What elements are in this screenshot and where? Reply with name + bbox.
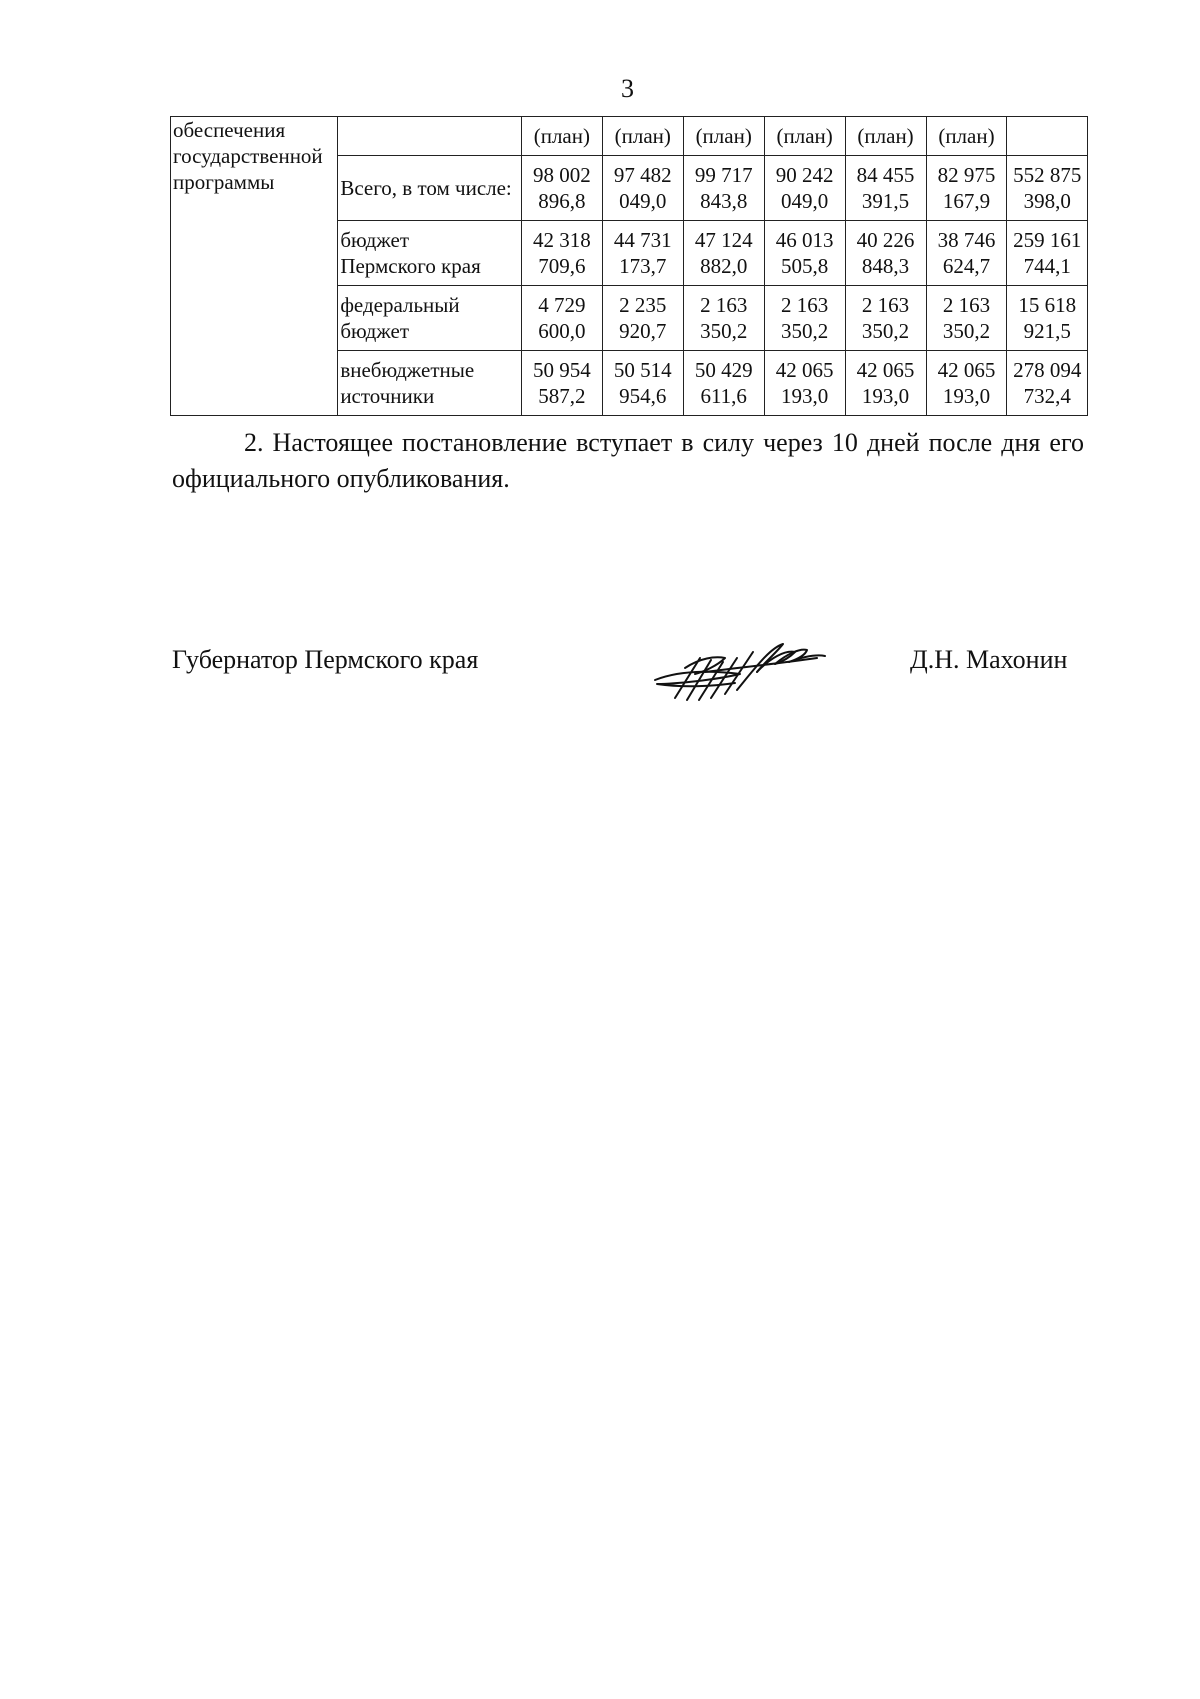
value-cell (764, 286, 845, 351)
signatory-name: Д.Н. Махонин (910, 645, 1068, 674)
value-line: 50 429 (694, 358, 753, 382)
value-line: 732,4 (1023, 384, 1071, 408)
value-line: 709,6 (538, 254, 586, 278)
value-line: 90 242 (775, 163, 834, 187)
row-label-line: Пермского края (340, 254, 481, 278)
value-line: 843,8 (700, 189, 748, 213)
program-label-line: обеспечения (173, 118, 286, 142)
value-line: 600,0 (538, 319, 586, 343)
value-line: 350,2 (700, 319, 748, 343)
value-line: 587,2 (538, 384, 586, 408)
value-line: 350,2 (861, 319, 910, 343)
value-line: 398,0 (1023, 189, 1071, 213)
value-line: 50 954 (532, 358, 591, 382)
value-cell (926, 286, 1007, 351)
row-label-line: источники (340, 384, 435, 408)
value-cell (521, 156, 602, 221)
row-label-cell (338, 221, 522, 286)
value-cell (602, 286, 683, 351)
value-line: 350,2 (780, 319, 829, 343)
value-line: 744,1 (1023, 254, 1071, 278)
value-cell (683, 221, 764, 286)
value-line: 848,3 (861, 254, 910, 278)
value-line: 42 065 (937, 358, 996, 382)
row-label-cell (338, 286, 522, 351)
program-label-line: программы (173, 170, 275, 194)
value-line: 2 163 (861, 293, 910, 317)
value-line: 896,8 (538, 189, 586, 213)
value-cell (521, 286, 602, 351)
value-line: 173,7 (619, 254, 667, 278)
total-value-cell (1007, 221, 1088, 286)
row-label-cell (338, 351, 522, 416)
empty-header-cell (338, 117, 522, 156)
table-header-row (171, 117, 1088, 156)
value-cell (602, 221, 683, 286)
value-cell (926, 221, 1007, 286)
value-line: 99 717 (694, 163, 753, 187)
value-line: 42 065 (856, 358, 915, 382)
value-line: 350,2 (942, 319, 991, 343)
plan-header-cell: (план) (764, 117, 845, 156)
total-value-cell (1007, 351, 1088, 416)
row-label-line: бюджет (340, 228, 410, 252)
plan-header-cell: (план) (683, 117, 764, 156)
value-cell (683, 156, 764, 221)
total-value-cell (1007, 286, 1088, 351)
value-line: 278 094 (1013, 358, 1082, 382)
value-line: 954,6 (619, 384, 667, 408)
page-number: 3 (621, 74, 634, 103)
value-cell (926, 156, 1007, 221)
value-cell (521, 221, 602, 286)
value-line: 44 731 (613, 228, 672, 252)
row-label-line: Всего, в том числе: (340, 176, 512, 200)
value-line: 193,0 (780, 384, 829, 408)
value-line: 624,7 (942, 254, 991, 278)
value-cell (602, 351, 683, 416)
empty-total-header-cell (1007, 117, 1088, 156)
value-line: 920,7 (619, 319, 667, 343)
value-line: 47 124 (694, 228, 753, 252)
value-cell (683, 286, 764, 351)
program-label-cell (171, 117, 338, 416)
value-line: 50 514 (613, 358, 672, 382)
value-cell (764, 156, 845, 221)
plan-header-cell: (план) (845, 117, 926, 156)
plan-header-cell: (план) (521, 117, 602, 156)
value-line: 2 163 (780, 293, 829, 317)
value-cell (521, 351, 602, 416)
value-line: 40 226 (856, 228, 915, 252)
value-cell (764, 221, 845, 286)
value-line: 38 746 (937, 228, 996, 252)
program-label-line: государственной (173, 144, 323, 168)
plan-header-cell: (план) (602, 117, 683, 156)
value-line: 98 002 (532, 163, 591, 187)
handwritten-signature (645, 628, 835, 708)
value-line: 882,0 (700, 254, 748, 278)
value-cell (845, 351, 926, 416)
effective-date-paragraph: 2. Настоящее постановление вступает в силу через 10 дней после дня его официального опубликования. (172, 428, 1084, 493)
value-line: 167,9 (942, 189, 991, 213)
value-line: 552 875 (1013, 163, 1082, 187)
value-line: 2 235 (619, 293, 667, 317)
value-line: 505,8 (780, 254, 829, 278)
value-line: 611,6 (700, 384, 747, 408)
value-line: 259 161 (1013, 228, 1082, 252)
row-label-cell (338, 156, 522, 221)
value-line: 46 013 (775, 228, 834, 252)
value-line: 4 729 (538, 293, 586, 317)
value-cell (602, 156, 683, 221)
row-label-line: федеральный (340, 293, 460, 317)
value-line: 84 455 (856, 163, 915, 187)
value-line: 921,5 (1023, 319, 1071, 343)
value-cell (764, 351, 845, 416)
row-label-line: бюджет (340, 319, 410, 343)
value-line: 42 318 (532, 228, 591, 252)
value-cell (845, 221, 926, 286)
value-line: 2 163 (700, 293, 748, 317)
value-line: 193,0 (942, 384, 991, 408)
signatory-title: Губернатор Пермского края (172, 645, 479, 674)
value-cell (845, 286, 926, 351)
value-line: 82 975 (937, 163, 996, 187)
value-line: 97 482 (613, 163, 672, 187)
value-cell (683, 351, 764, 416)
row-label-line: внебюджетные (340, 358, 475, 382)
value-line: 42 065 (775, 358, 834, 382)
plan-header-cell: (план) (926, 117, 1007, 156)
value-cell (926, 351, 1007, 416)
value-line: 15 618 (1018, 293, 1077, 317)
budget-table (170, 116, 1088, 416)
value-line: 049,0 (780, 189, 829, 213)
value-line: 391,5 (861, 189, 910, 213)
value-line: 049,0 (619, 189, 667, 213)
value-cell (845, 156, 926, 221)
value-line: 2 163 (942, 293, 991, 317)
total-value-cell (1007, 156, 1088, 221)
value-line: 193,0 (861, 384, 910, 408)
